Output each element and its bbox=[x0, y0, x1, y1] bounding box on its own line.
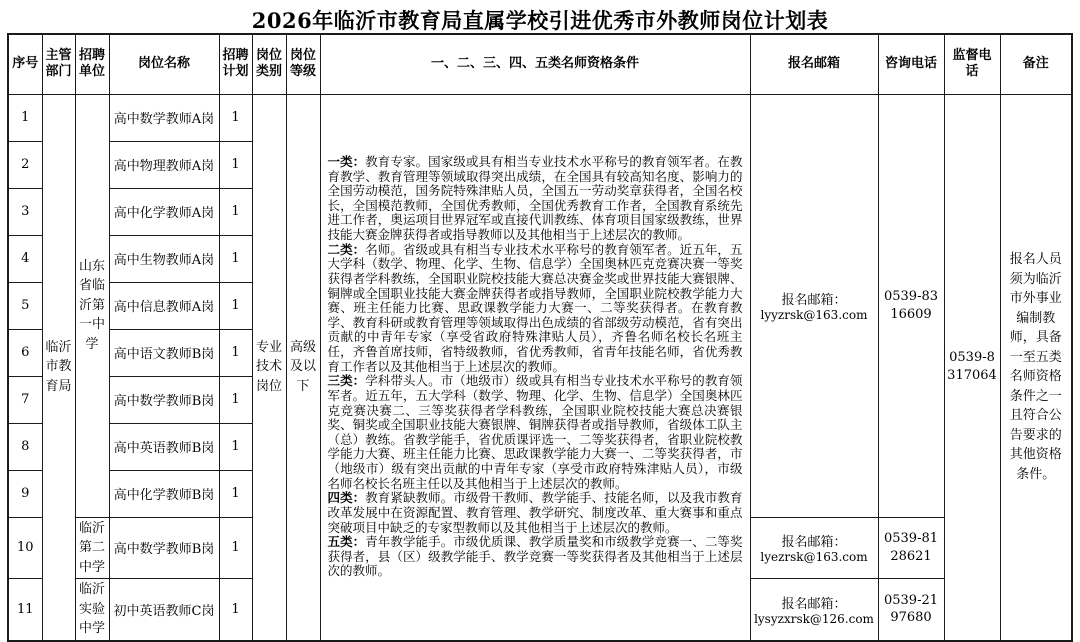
cell-conditions bbox=[320, 94, 750, 641]
condition-class3: 三类：学科带头人。市（地级市）级或具有相当专业技术水平称号的教育领军者。近五年，五大学科（数学、物理、化学、生物、信息学）全国奥林匹克竞赛决赛二、三等奖获得者学科教练，全国职业院校技能大赛总决赛银奖、铜奖或全国职业技能大赛银牌、铜牌获得者或指导教师，省级体工队主（总）教练。省教学能手，省优质课评选一、二等奖获得者，省职业院校教学能力大赛、班主任能力比赛、思政课教学能力大赛一、二等奖获得者，市（地级市）级有突出贡献的中青年专家（享受市政府特殊津贴人员），市级名师名校长名班主任以及其他相当于上述层次的教师。 bbox=[327, 373, 743, 491]
cell-job-category: 专业技术岗位 bbox=[252, 94, 286, 641]
cell-no: 7 bbox=[8, 376, 42, 423]
cell-phone-no2: 0539-8128621 bbox=[878, 517, 944, 579]
condition-class1: 一类：教育专家。国家级或具有相当专业技术水平称号的教育领军者。在教育教学、教育管理等领域取得突出成绩，在全国具有较高知名度、影响力的全国劳动模范，国务院特殊津贴人员，全国五一劳动奖章获得者，全国名校长，全国模范教师，全国优秀教师，全国优秀教育工作者，全国教育系统先进工作者，奥运项目世界冠军或直接代训教练、体育项目国家级教练，世界技能大赛金牌获得者或指导教师以及其他相当于上述层次的教师。 bbox=[327, 153, 743, 243]
cell-position: 高中信息教师A岗 bbox=[109, 282, 219, 329]
page-title: 2026年临沂市教育局直属学校引进优秀市外教师岗位计划表 bbox=[251, 8, 829, 33]
cell-email-no1: 报名邮箱： lyyzrsk@163.com bbox=[750, 94, 878, 517]
cell-email-no2: 报名邮箱： lyezrsk@163.com bbox=[750, 517, 878, 579]
cell-no: 4 bbox=[8, 235, 42, 282]
cell-position: 高中物理教师A岗 bbox=[109, 141, 219, 188]
cell-no: 5 bbox=[8, 282, 42, 329]
cell-plan: 1 bbox=[219, 188, 252, 235]
cell-no: 2 bbox=[8, 141, 42, 188]
cell-position: 高中英语教师B岗 bbox=[109, 423, 219, 470]
cell-plan: 1 bbox=[219, 517, 252, 579]
cell-unit-experimental: 临沂实验中学 bbox=[75, 579, 109, 641]
header-supervision: 监督电话 bbox=[944, 34, 1000, 94]
cell-email-experimental: 报名邮箱： lysyzxrsk@126.com bbox=[750, 579, 878, 641]
cell-no: 10 bbox=[8, 517, 42, 579]
header-conditions: 一、二、三、四、五类名师资格条件 bbox=[320, 34, 750, 94]
cell-position: 高中语文教师B岗 bbox=[109, 329, 219, 376]
condition-class4: 四类：教育紧缺教师。市级骨干教师、教学能手、技能名师，以及我市教育改革发展中在资源配置、教育管理、教学研究、制度改革、重大赛事和重点突破项目中缺乏的专家型教师以及其他相当于上述层次的教师。 bbox=[327, 490, 743, 535]
cell-plan: 1 bbox=[219, 423, 252, 470]
cell-position: 高中化学教师A岗 bbox=[109, 188, 219, 235]
cell-supervision-phone: 0539-8317064 bbox=[944, 94, 1000, 641]
header-category: 岗位类别 bbox=[252, 34, 286, 94]
cell-plan: 1 bbox=[219, 94, 252, 141]
cell-no: 1 bbox=[8, 94, 42, 141]
cell-position: 高中数学教师A岗 bbox=[109, 94, 219, 141]
cell-no: 3 bbox=[8, 188, 42, 235]
cell-no: 8 bbox=[8, 423, 42, 470]
cell-remark: 报名人员须为临沂市外事业编制教师，具备一至五类名师资格条件之一且符合公告要求的其他资格条件。 bbox=[1000, 94, 1072, 641]
cell-phone-no1: 0539-8316609 bbox=[878, 94, 944, 517]
header-unit: 招聘单位 bbox=[75, 34, 109, 94]
cell-plan: 1 bbox=[219, 282, 252, 329]
header-level: 岗位等级 bbox=[286, 34, 320, 94]
cell-plan: 1 bbox=[219, 141, 252, 188]
header-no: 序号 bbox=[8, 34, 42, 94]
cell-plan: 1 bbox=[219, 329, 252, 376]
cell-phone-experimental: 0539-2197680 bbox=[878, 579, 944, 641]
cell-job-level: 高级及以下 bbox=[286, 94, 320, 641]
cell-no: 11 bbox=[8, 579, 42, 641]
condition-class5: 五类：青年教学能手。市级优质课、教学质量奖和市级教学竞赛一、二等奖获得者，县（区）级教学能手、教学竞赛一等奖获得者及其他相当于上述层次的教师。 bbox=[327, 534, 743, 579]
cell-position: 高中数学教师B岗 bbox=[109, 376, 219, 423]
header-remark: 备注 bbox=[1000, 34, 1072, 94]
cell-plan: 1 bbox=[219, 235, 252, 282]
header-position: 岗位名称 bbox=[109, 34, 219, 94]
cell-position: 初中英语教师C岗 bbox=[109, 579, 219, 641]
cell-plan: 1 bbox=[219, 579, 252, 641]
condition-class2: 二类：名师。省级或具有相当专业技术水平称号的教育领军者。近五年，五大学科（数学、物理、化学、生物、信息学）全国奥林匹克竞赛决赛一等奖获得者学科教练，全国职业院校技能大赛总决赛金奖或世界技能大赛银牌、铜牌或全国职业技能大赛金牌获得者或指导教师，全国职业院校教学能力大赛、班主任能力比赛、思政课教学能力大赛一、二等奖获得者。在教育教学、教育科研或教育管理等领域取得出色成绩的省部级劳动模范，省有突出贡献的中青年专家（享受省政府特殊津贴人员），齐鲁名师名校长名班主任，齐鲁首席技师，省特级教师，省优秀教师，省青年技能名师，省优秀教育工作者以及其他相当于上述层次的教师。 bbox=[327, 241, 743, 374]
header-email: 报名邮箱 bbox=[750, 34, 878, 94]
table-row bbox=[8, 94, 1072, 141]
header-row bbox=[8, 34, 1072, 94]
position-plan-table bbox=[7, 33, 1073, 642]
header-department: 主管部门 bbox=[42, 34, 75, 94]
cell-no: 9 bbox=[8, 470, 42, 517]
cell-position: 高中数学教师B岗 bbox=[109, 517, 219, 579]
cell-position: 高中化学教师B岗 bbox=[109, 470, 219, 517]
cell-plan: 1 bbox=[219, 376, 252, 423]
cell-position: 高中生物教师A岗 bbox=[109, 235, 219, 282]
header-plan: 招聘计划 bbox=[219, 34, 252, 94]
cell-plan: 1 bbox=[219, 470, 252, 517]
header-phone: 咨询电话 bbox=[878, 34, 944, 94]
cell-department: 临沂市教育局 bbox=[42, 94, 75, 641]
cell-no: 6 bbox=[8, 329, 42, 376]
cell-unit-linyi-no2: 临沂第二中学 bbox=[75, 517, 109, 579]
cell-unit-linyi-no1: 山东省临沂第一中学 bbox=[75, 94, 109, 517]
